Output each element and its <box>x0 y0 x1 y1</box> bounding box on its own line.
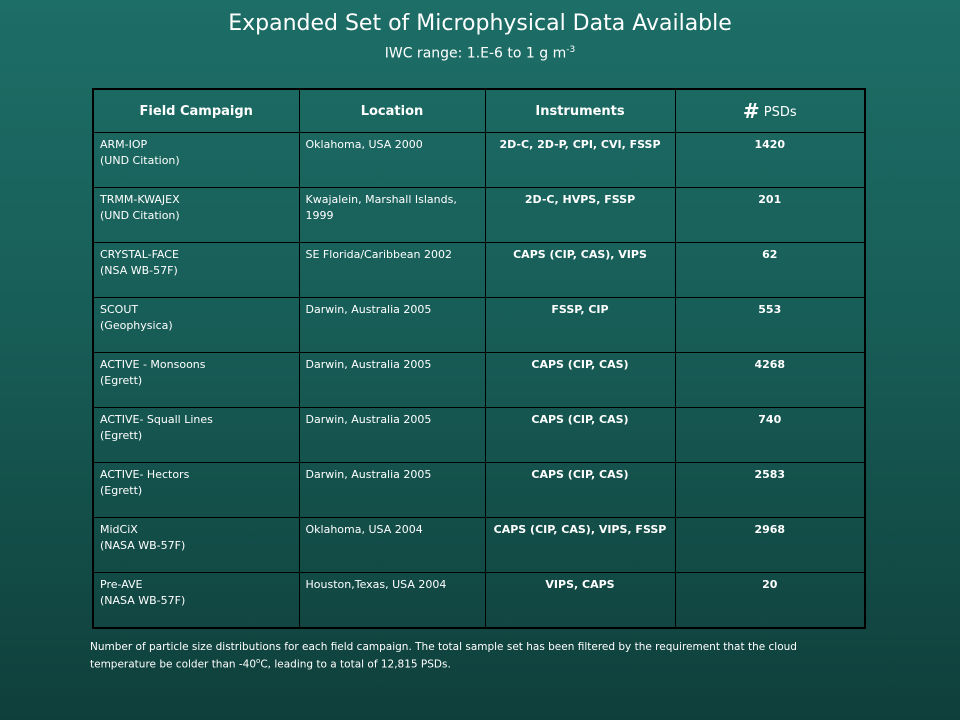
header-psds-hash: # <box>742 99 760 123</box>
campaign-cell <box>93 188 299 243</box>
instruments-cell: FSSP, CIP <box>485 298 675 353</box>
psd-count-cell: 2583 <box>675 463 865 518</box>
slide-subtitle <box>0 40 960 64</box>
campaign-cell <box>93 133 299 188</box>
campaign-platform: (Egrett) <box>100 374 143 387</box>
caption-text-end: C, leading to a total of 12,815 PSDs. <box>260 658 451 671</box>
instruments-cell: CAPS (CIP, CAS), VIPS, FSSP <box>485 518 675 573</box>
campaign-name: ACTIVE- Hectors <box>100 468 190 481</box>
location-cell: Darwin, Australia 2005 <box>299 463 485 518</box>
table-row <box>93 298 865 353</box>
campaign-cell <box>93 463 299 518</box>
campaign-platform: (Egrett) <box>100 429 143 442</box>
header-psds <box>675 89 865 133</box>
header-instruments: Instruments <box>485 89 675 133</box>
location-cell: SE Florida/Caribbean 2002 <box>299 243 485 298</box>
campaign-cell <box>93 298 299 353</box>
campaign-name: MidCiX <box>100 523 138 536</box>
campaign-name: Pre-AVE <box>100 578 143 591</box>
table-row <box>93 408 865 463</box>
psd-count-cell: 20 <box>675 573 865 629</box>
location-cell: Kwajalein, Marshall Islands, 1999 <box>299 188 485 243</box>
location-cell: Darwin, Australia 2005 <box>299 408 485 463</box>
campaign-name: CRYSTAL-FACE <box>100 248 179 261</box>
psd-count-cell: 62 <box>675 243 865 298</box>
subtitle-exponent: -3 <box>566 45 576 55</box>
header-psds-label: PSDs <box>763 105 797 120</box>
psd-count-cell: 2968 <box>675 518 865 573</box>
campaign-cell <box>93 243 299 298</box>
instruments-cell: 2D-C, HVPS, FSSP <box>485 188 675 243</box>
table-row <box>93 133 865 188</box>
instruments-cell: VIPS, CAPS <box>485 573 675 629</box>
psd-count-cell: 553 <box>675 298 865 353</box>
location-cell: Darwin, Australia 2005 <box>299 298 485 353</box>
table-row <box>93 353 865 408</box>
campaign-platform: (UND Citation) <box>100 154 180 167</box>
campaign-platform: (Geophysica) <box>100 319 173 332</box>
instruments-cell: CAPS (CIP, CAS) <box>485 408 675 463</box>
table-caption <box>90 640 860 672</box>
campaign-platform: (NSA WB-57F) <box>100 264 178 277</box>
header-field-campaign: Field Campaign <box>93 89 299 133</box>
instruments-cell: CAPS (CIP, CAS), VIPS <box>485 243 675 298</box>
caption-degree: o <box>256 657 261 665</box>
table-row <box>93 573 865 629</box>
campaign-cell <box>93 353 299 408</box>
psd-count-cell: 4268 <box>675 353 865 408</box>
campaign-name: ARM-IOP <box>100 138 148 151</box>
table-row <box>93 463 865 518</box>
subtitle-text: IWC range: 1.E-6 to 1 g m <box>384 45 567 62</box>
campaign-name: ACTIVE- Squall Lines <box>100 413 213 426</box>
location-cell: Darwin, Australia 2005 <box>299 353 485 408</box>
instruments-cell: CAPS (CIP, CAS) <box>485 353 675 408</box>
campaign-name: TRMM-KWAJEX <box>100 193 180 206</box>
campaign-name: ACTIVE - Monsoons <box>100 358 206 371</box>
caption-text: Number of particle size distributions for each field campaign. The total sample set has been filtered by the requirement that the cloud temperature be colder than -40 <box>90 641 797 671</box>
campaign-table <box>92 88 866 629</box>
location-cell: Oklahoma, USA 2000 <box>299 133 485 188</box>
instruments-cell: 2D-C, 2D-P, CPI, CVI, FSSP <box>485 133 675 188</box>
slide-title: Expanded Set of Microphysical Data Available <box>228 11 732 36</box>
campaign-cell <box>93 573 299 629</box>
campaign-platform: (NASA WB-57F) <box>100 594 186 607</box>
campaign-platform: (NASA WB-57F) <box>100 539 186 552</box>
campaign-cell <box>93 408 299 463</box>
table-row <box>93 188 865 243</box>
campaign-name: SCOUT <box>100 303 139 316</box>
table-row <box>93 243 865 298</box>
campaign-cell <box>93 518 299 573</box>
instruments-cell: CAPS (CIP, CAS) <box>485 463 675 518</box>
location-cell: Houston,Texas, USA 2004 <box>299 573 485 629</box>
table-row <box>93 518 865 573</box>
table-header-row <box>93 89 865 133</box>
campaign-platform: (UND Citation) <box>100 209 180 222</box>
psd-count-cell: 1420 <box>675 133 865 188</box>
campaign-platform: (Egrett) <box>100 484 143 497</box>
location-cell: Oklahoma, USA 2004 <box>299 518 485 573</box>
psd-count-cell: 201 <box>675 188 865 243</box>
psd-count-cell: 740 <box>675 408 865 463</box>
header-location: Location <box>299 89 485 133</box>
